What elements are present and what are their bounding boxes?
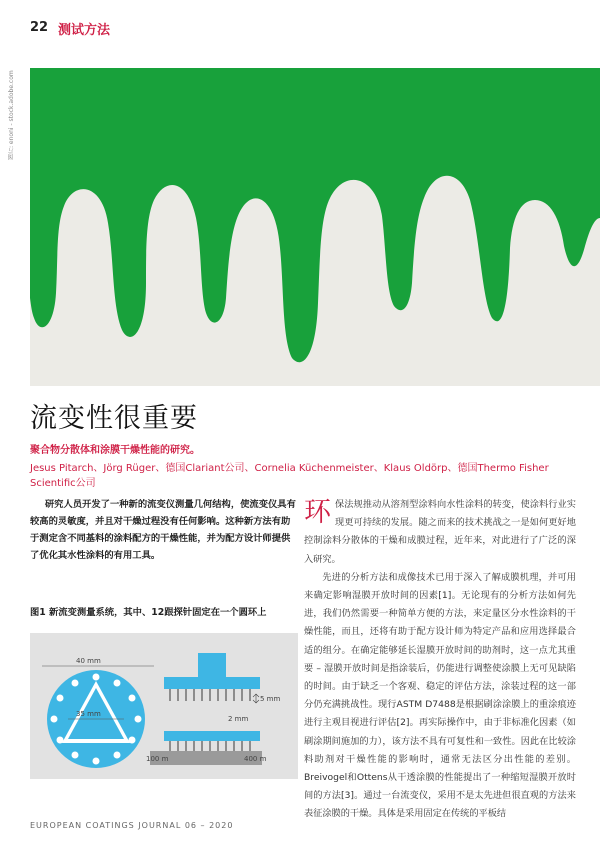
- paragraph-1-text: 保法规推动从溶剂型涂料向水性涂料的转变，使涂料行业实现更可持续的发展。随之而来的技术挑战之一是如何更好地控制涂料分散体的干燥和成膜过程，近年来，对此进行了广泛的深入研究。: [304, 499, 576, 565]
- image-credit: 图片: enoni - stock.adobe.com: [8, 70, 15, 160]
- paragraph-2: 先进的分析方法和成像技术已用于深入了解成膜机理，并可用来确定影响湿膜开放时间的因素[1]。无论现有的分析方法如何先进，我们仍然需要一种简单方便的方法，来定量区分水性涂料的干燥性能，而且，还将有助于配方设计师为特定产品和应用选择最合适的组分。在确定能够延长湿膜开放时间的助剂时，这一点尤其重要 – 湿膜开放时间是指涂装后，仍能进行调整使涂膜上无可见缺陷的时间。由于缺乏一个客观、稳定的评估方法，涂装过程的这一部分仍充满挑战性。现行ASTM D7488是根据刷涂涂膜上的重涂痕迹进行主观目视进行评估[2]。再实际操作中，由于非标准化因素（如刷涂期间施加的力），该方法不具有可复性和一致性。因此在比较涂料助剂对干燥性能的影响时，通常无法区分出性能的差别。Breivogel和Ottens从干透涂膜的性能提出了一种缩短湿膜开放时间的方法[3]。通过一台流变仪，采用不是太先进但很直观的方法来表征涂膜的干燥。具体是采用固定在传统的平板结: [304, 571, 576, 820]
- paragraph-1: [304, 496, 576, 569]
- section-title: 测试方法: [58, 23, 111, 38]
- drop-cap: 环: [304, 497, 331, 528]
- body-text-column: [304, 496, 576, 824]
- article-authors: Jesus Pitarch、Jörg Rüger、德国Clariant公司、Cornelia Küchenmeister、Klaus Oldörp、德国Thermo Fisher Scientific公司: [30, 463, 549, 489]
- inner-label: 35 mm: [76, 710, 101, 718]
- article-title: 流变性很重要: [30, 403, 198, 434]
- journal-footer: EUROPEAN COATINGS JOURNAL 06 – 2020: [30, 821, 234, 830]
- gap-label: 2 mm: [228, 715, 249, 723]
- upper-ring-side: [164, 677, 260, 689]
- article-abstract: 研究人员开发了一种新的流变仪测量几何结构，使流变仪具有较高的灵敏度，并且对干燥过程没有任何影响。这种新方法有助于测定含不同基料的涂料配方的干燥性能，并为配方设计师提供了优化其水性涂料的有用工具。: [30, 499, 296, 561]
- page-number: 22: [30, 20, 49, 35]
- thickness-label: 100 m: [146, 755, 169, 763]
- figure-caption: 图1 新流变测量系统，其中、12跟探针固定在一个圆环上: [30, 607, 267, 618]
- height-small-label: 5 mm: [260, 695, 281, 703]
- article-subtitle: 聚合物分散体和涂膜干燥性能的研究。: [30, 445, 200, 456]
- lower-ring-side: [164, 731, 260, 741]
- base-label: 400 m: [244, 755, 267, 763]
- width-label: 40 mm: [76, 657, 101, 665]
- hero-image-paint-drips: [30, 68, 600, 386]
- figure-measuring-system: [30, 633, 298, 779]
